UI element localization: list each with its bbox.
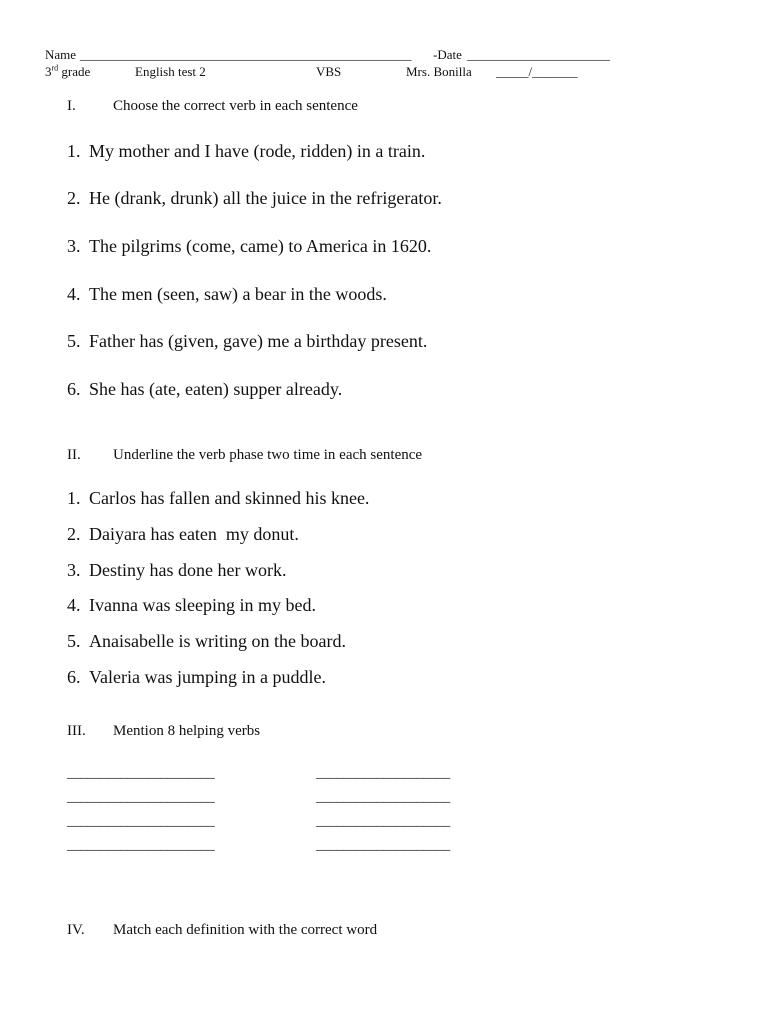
test-title: English test 2 xyxy=(135,64,206,79)
answer-blank[interactable]: ______________________ xyxy=(67,838,215,853)
item-number: 3. xyxy=(67,560,81,580)
answer-blank[interactable]: ______________________ xyxy=(67,766,215,781)
section-1-title: Choose the correct verb in each sentence xyxy=(113,98,358,114)
item-text: Valeria was jumping in a puddle. xyxy=(89,667,326,687)
section-1-item xyxy=(67,284,387,304)
answer-blank[interactable]: ______________________ xyxy=(67,814,215,829)
section-4-title: Match each definition with the correct word xyxy=(113,922,378,938)
name-label: Name xyxy=(45,47,77,62)
school-name: VBS xyxy=(316,64,342,79)
grade-superscript: rd xyxy=(51,63,59,73)
item-text: The men (seen, saw) a bear in the woods. xyxy=(89,284,387,304)
item-text: He (drank, drunk) all the juice in the refrigerator. xyxy=(89,188,442,208)
answer-blank[interactable]: ____________________ xyxy=(316,790,451,805)
section-1-heading xyxy=(0,97,768,115)
section-4-numeral: IV. xyxy=(67,922,85,938)
section-1-item xyxy=(67,331,427,351)
section-2-item xyxy=(67,488,369,508)
answer-blank[interactable]: ____________________ xyxy=(316,814,451,829)
name-line[interactable]: ___________________________________________________ xyxy=(80,47,412,62)
item-number: 6. xyxy=(67,379,81,399)
date-label: -Date xyxy=(433,47,462,62)
item-text: Daiyara has eaten my donut. xyxy=(89,524,299,544)
section-1-item xyxy=(67,141,425,161)
teacher-name: Mrs. Bonilla xyxy=(406,64,472,79)
item-number: 5. xyxy=(67,631,81,651)
section-4-heading xyxy=(0,921,768,939)
grade-number: 3 xyxy=(45,64,52,79)
item-number: 4. xyxy=(67,284,81,304)
grade-label xyxy=(45,64,90,79)
section-2-heading xyxy=(0,446,768,464)
section-2-item xyxy=(67,560,286,580)
item-text: Father has (given, gave) me a birthday present. xyxy=(89,331,428,351)
item-text: Anaisabelle is writing on the board. xyxy=(89,631,346,651)
section-2-item xyxy=(67,631,346,651)
section-1-numeral: I. xyxy=(67,98,76,114)
answer-blank[interactable]: ____________________ xyxy=(316,766,451,781)
section-2-item xyxy=(67,524,299,544)
item-text: Carlos has fallen and skinned his knee. xyxy=(89,488,370,508)
item-number: 4. xyxy=(67,595,81,615)
date-fields[interactable]: _____/_______ xyxy=(496,64,578,79)
section-2-item xyxy=(67,667,326,687)
item-number: 1. xyxy=(67,141,81,161)
section-1-item xyxy=(67,188,442,208)
date-line[interactable]: ______________________ xyxy=(467,47,610,62)
answer-blank[interactable]: ____________________ xyxy=(316,838,451,853)
section-2-title: Underline the verb phase two time in each sentence xyxy=(113,447,423,463)
item-number: 2. xyxy=(67,524,81,544)
item-text: My mother and I have (rode, ridden) in a train. xyxy=(89,141,426,161)
section-1-item xyxy=(67,236,431,256)
section-2-numeral: II. xyxy=(67,447,81,463)
section-2-item xyxy=(67,595,316,615)
item-text: She has (ate, eaten) supper already. xyxy=(89,379,343,399)
grade-word: grade xyxy=(61,64,91,79)
item-text: Destiny has done her work. xyxy=(89,560,287,580)
section-3-heading xyxy=(0,722,768,740)
section-1-item xyxy=(67,379,342,399)
item-text: Ivanna was sleeping in my bed. xyxy=(89,595,316,615)
answer-blank[interactable]: ______________________ xyxy=(67,790,215,805)
item-number: 2. xyxy=(67,188,81,208)
item-number: 6. xyxy=(67,667,81,687)
item-number: 3. xyxy=(67,236,81,256)
item-number: 5. xyxy=(67,331,81,351)
item-number: 1. xyxy=(67,488,81,508)
section-3-title: Mention 8 helping verbs xyxy=(113,723,261,739)
section-3-numeral: III. xyxy=(67,723,86,739)
item-text: The pilgrims (come, came) to America in 1620. xyxy=(89,236,432,256)
